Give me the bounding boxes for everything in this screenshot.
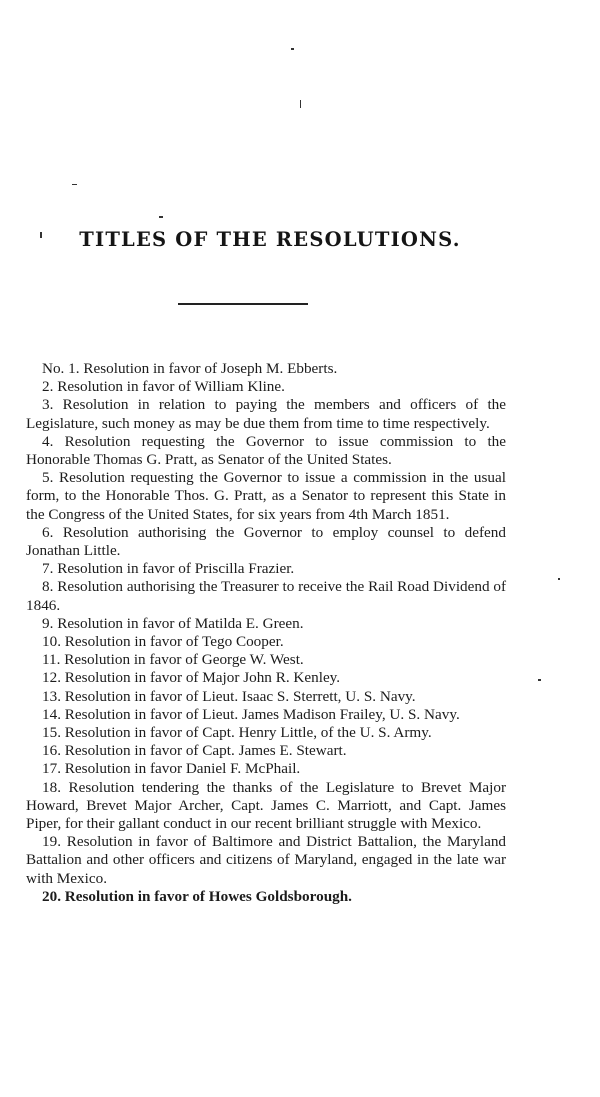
item-number: 2.	[42, 378, 54, 396]
item-number: 20.	[42, 887, 61, 905]
item-text: Resolution authorising the Governor to employ counsel to defend Jonathan Little.	[26, 523, 506, 560]
list-item	[26, 360, 506, 378]
item-text: Resolution in favor of William Kline.	[57, 378, 285, 396]
item-number: 16.	[42, 742, 61, 760]
item-text: Resolution in favor of Capt. Henry Little, of the U. S. Army.	[64, 724, 432, 742]
list-item	[26, 633, 506, 651]
item-text: Resolution requesting the Governor to issue commission to the Honorable Thomas G. Pratt, as Senator of the United States.	[26, 432, 507, 469]
item-number: 5.	[42, 469, 54, 487]
list-item	[26, 378, 506, 396]
list-item	[26, 724, 506, 742]
item-text: Resolution in favor of Lieut. James Madison Frailey, U. S. Navy.	[64, 705, 460, 723]
item-number: No. 1.	[42, 360, 80, 377]
item-text: Resolution tendering the thanks of the Legislature to Brevet Major Howard, Brevet Major Archer, Capt. James C. Marriott, and Capt. James Piper, for their gallant conduct in our recent brilliant struggle with Mexico.	[26, 778, 507, 833]
item-number: 3.	[42, 396, 54, 414]
scan-artifact	[538, 679, 541, 681]
list-item	[26, 669, 506, 687]
item-text: Resolution in favor of Major John R. Kenley.	[64, 669, 341, 687]
scan-artifact	[558, 578, 560, 580]
item-text: Resolution in favor of George W. West.	[64, 651, 304, 669]
list-item	[26, 578, 506, 614]
list-item	[26, 524, 506, 560]
item-number: 9.	[42, 614, 54, 632]
item-text: Resolution requesting the Governor to issue a commission in the usual form, to the Honorable Thos. G. Pratt, as a Senator to represent this State in the Congress of the United States, for six years from 4th March 1851.	[26, 469, 506, 523]
item-number: 17.	[42, 760, 61, 778]
item-text: Resolution in favor Daniel F. McPhail.	[64, 760, 301, 778]
item-number: 7.	[42, 560, 54, 578]
list-item	[26, 688, 506, 706]
scan-artifact	[291, 48, 294, 50]
item-text: Resolution in favor of Lieut. Isaac S. Sterrett, U. S. Navy.	[64, 687, 416, 705]
resolution-list	[26, 360, 506, 906]
title-divider	[178, 303, 308, 305]
item-text: Resolution in favor of Capt. James E. Stewart.	[64, 742, 347, 760]
list-item	[26, 706, 506, 724]
list-item	[26, 615, 506, 633]
item-number: 12.	[42, 669, 61, 687]
list-item	[26, 560, 506, 578]
item-number: 4.	[42, 432, 54, 450]
item-text: Resolution authorising the Treasurer to receive the Rail Road Dividend of 1846.	[26, 578, 507, 614]
item-number: 14.	[42, 705, 61, 723]
item-number: 19.	[42, 833, 61, 851]
list-item	[26, 396, 506, 432]
item-number: 15.	[42, 724, 61, 742]
item-text: Resolution in favor of Tego Cooper.	[64, 633, 284, 651]
item-number: 8.	[42, 578, 54, 596]
item-text: Resolution in favor of Howes Goldsborough.	[64, 887, 352, 905]
item-number: 18.	[42, 778, 61, 796]
list-item	[26, 779, 506, 834]
item-text: Resolution in favor of Matilda E. Green.	[57, 614, 304, 632]
list-item	[26, 888, 506, 906]
item-text: Resolution in favor of Joseph M. Ebberts.	[83, 360, 338, 377]
list-item	[26, 742, 506, 760]
item-text: Resolution in relation to paying the members and officers of the Legislature, such money as may be due them from time to time respectively.	[26, 396, 507, 432]
item-number: 13.	[42, 687, 61, 705]
scan-artifact	[40, 232, 42, 238]
item-text: Resolution in favor of Priscilla Frazier.	[57, 560, 295, 578]
page-title: TITLES OF THE RESOLUTIONS.	[79, 228, 461, 251]
list-item	[26, 651, 506, 669]
scan-artifact	[300, 100, 301, 108]
list-item	[26, 760, 506, 778]
list-item	[26, 433, 506, 469]
list-item	[26, 469, 506, 524]
item-number: 10.	[42, 633, 61, 651]
item-text: Resolution in favor of Baltimore and District Battalion, the Maryland Battalion and other officers and citizens of Maryland, engaged in the late war with Mexico.	[26, 833, 507, 887]
scan-artifact	[159, 216, 163, 218]
item-number: 11.	[42, 651, 61, 669]
item-number: 6.	[42, 523, 54, 541]
list-item	[26, 833, 506, 888]
scan-artifact	[72, 184, 77, 185]
